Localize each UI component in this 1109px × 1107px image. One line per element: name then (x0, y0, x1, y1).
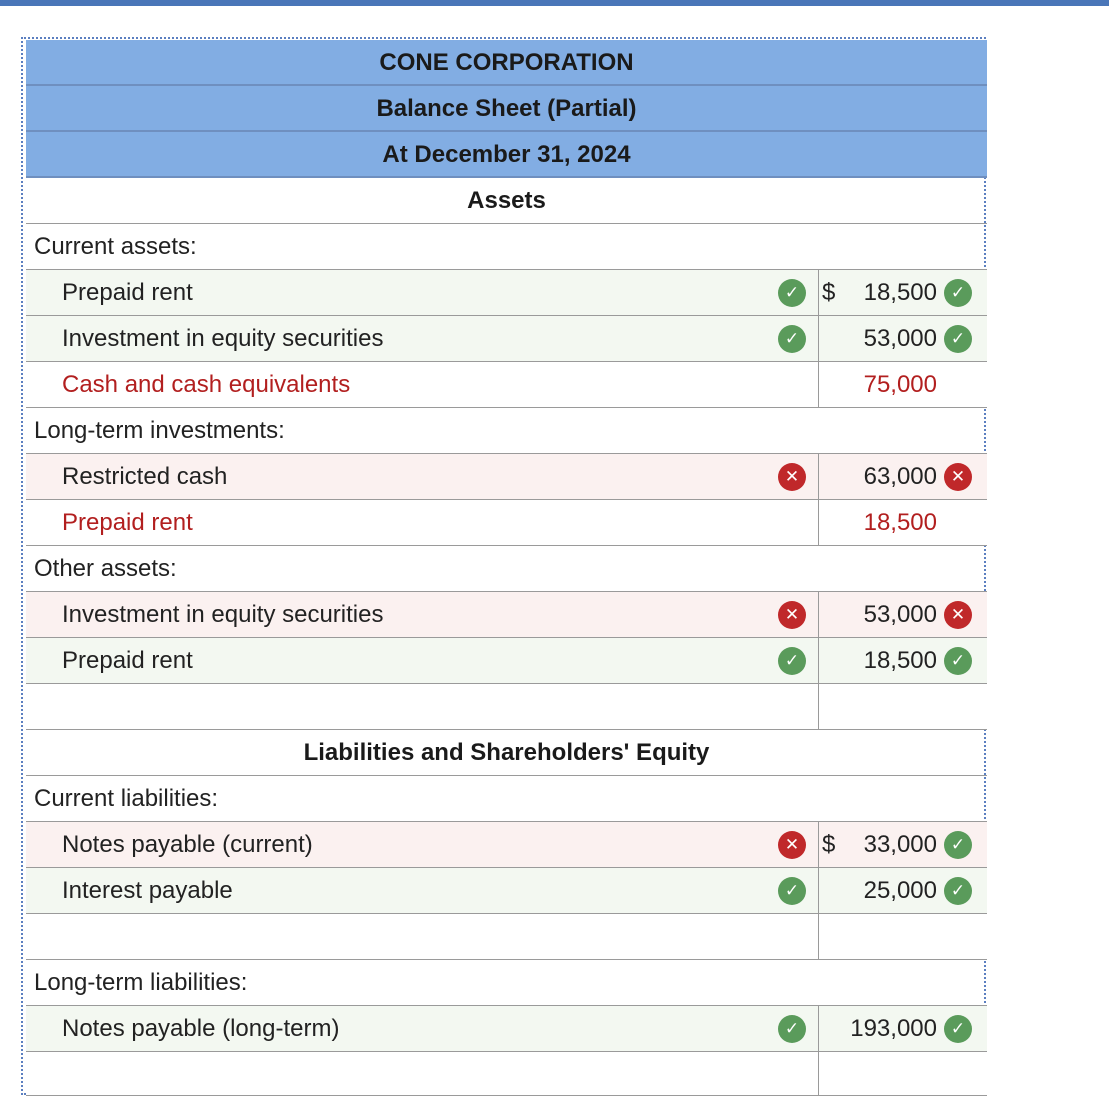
check-icon: ✓ (944, 325, 972, 353)
x-icon: ✕ (778, 601, 806, 629)
amount-input[interactable]: 53,000 (863, 325, 937, 352)
column-divider (818, 592, 819, 637)
top-accent-bar (0, 0, 1109, 6)
amount-input[interactable]: 63,000 (863, 463, 937, 490)
correct-answer-amount: 18,500 (863, 509, 937, 536)
current-assets-row-3 (26, 362, 987, 408)
other-assets-group-row (26, 546, 987, 592)
check-icon: ✓ (944, 1015, 972, 1043)
other-assets-row-1 (26, 592, 987, 638)
correct-answer-label: Prepaid rent (62, 509, 193, 536)
long-term-investments-group-row (26, 408, 987, 454)
current-liabilities-row-2 (26, 868, 987, 914)
x-icon: ✕ (778, 463, 806, 491)
other-assets-label: Other assets: (34, 555, 177, 582)
amount-input[interactable]: 18,500 (863, 647, 937, 674)
check-icon: ✓ (778, 647, 806, 675)
long-term-investments-row-2 (26, 500, 987, 546)
amount-input[interactable]: 25,000 (863, 877, 937, 904)
column-divider (818, 316, 819, 361)
check-icon: ✓ (778, 279, 806, 307)
dollar-sign: $ (822, 831, 836, 858)
account-select[interactable]: Prepaid rent (62, 647, 193, 674)
current-liabilities-group-row (26, 776, 987, 822)
current-liabilities-label: Current liabilities: (34, 785, 219, 812)
column-divider (818, 684, 819, 729)
amount-input[interactable]: 33,000 (863, 831, 937, 858)
correct-answer-amount: 75,000 (863, 371, 937, 398)
column-divider (818, 270, 819, 315)
x-icon: ✕ (944, 601, 972, 629)
company-name-row (26, 40, 987, 86)
column-divider (818, 638, 819, 683)
amount-input[interactable]: 193,000 (850, 1015, 937, 1042)
long-term-investments-label: Long-term investments: (34, 417, 285, 444)
check-icon: ✓ (778, 325, 806, 353)
current-assets-row-1 (26, 270, 987, 316)
account-select[interactable]: Prepaid rent (62, 279, 193, 306)
long-term-liabilities-row-1 (26, 1006, 987, 1052)
check-icon: ✓ (944, 279, 972, 307)
statement-date-row (26, 132, 987, 178)
account-select[interactable]: Investment in equity securities (62, 601, 384, 628)
check-icon: ✓ (944, 877, 972, 905)
dollar-sign: $ (822, 279, 836, 306)
column-divider (818, 454, 819, 499)
liabilities-heading: Liabilities and Shareholders' Equity (303, 739, 710, 766)
long-term-liabilities-blank-row (26, 1052, 987, 1096)
x-icon: ✕ (778, 831, 806, 859)
column-divider (818, 868, 819, 913)
statement-date: At December 31, 2024 (382, 141, 631, 168)
assets-heading: Assets (467, 187, 546, 214)
liabilities-heading-row (26, 730, 987, 776)
check-icon: ✓ (944, 647, 972, 675)
correct-answer-label: Cash and cash equivalents (62, 371, 351, 398)
column-divider (818, 500, 819, 545)
current-liabilities-row-1 (26, 822, 987, 868)
amount-input[interactable]: 18,500 (863, 279, 937, 306)
account-select[interactable]: Notes payable (long-term) (62, 1015, 340, 1042)
column-divider (818, 822, 819, 867)
check-icon: ✓ (778, 877, 806, 905)
current-assets-group-row (26, 224, 987, 270)
long-term-investments-row-1 (26, 454, 987, 500)
long-term-liabilities-label: Long-term liabilities: (34, 969, 248, 996)
other-assets-row-2 (26, 638, 987, 684)
long-term-liabilities-group-row (26, 960, 987, 1006)
current-assets-row-2 (26, 316, 987, 362)
column-divider (818, 1006, 819, 1051)
x-icon: ✕ (944, 463, 972, 491)
amount-input[interactable]: 53,000 (863, 601, 937, 628)
statement-title: Balance Sheet (Partial) (376, 95, 637, 122)
assets-blank-row (26, 684, 987, 730)
column-divider (818, 914, 819, 959)
account-select[interactable]: Restricted cash (62, 463, 228, 490)
check-icon: ✓ (944, 831, 972, 859)
current-liabilities-blank-row (26, 914, 987, 960)
account-select[interactable]: Investment in equity securities (62, 325, 384, 352)
check-icon: ✓ (778, 1015, 806, 1043)
company-name: CONE CORPORATION (379, 49, 634, 76)
column-divider (818, 362, 819, 407)
account-select[interactable]: Interest payable (62, 877, 233, 904)
column-divider (818, 1052, 819, 1095)
current-assets-label: Current assets: (34, 233, 197, 260)
assets-heading-row (26, 178, 987, 224)
statement-title-row (26, 86, 987, 132)
account-select[interactable]: Notes payable (current) (62, 831, 313, 858)
